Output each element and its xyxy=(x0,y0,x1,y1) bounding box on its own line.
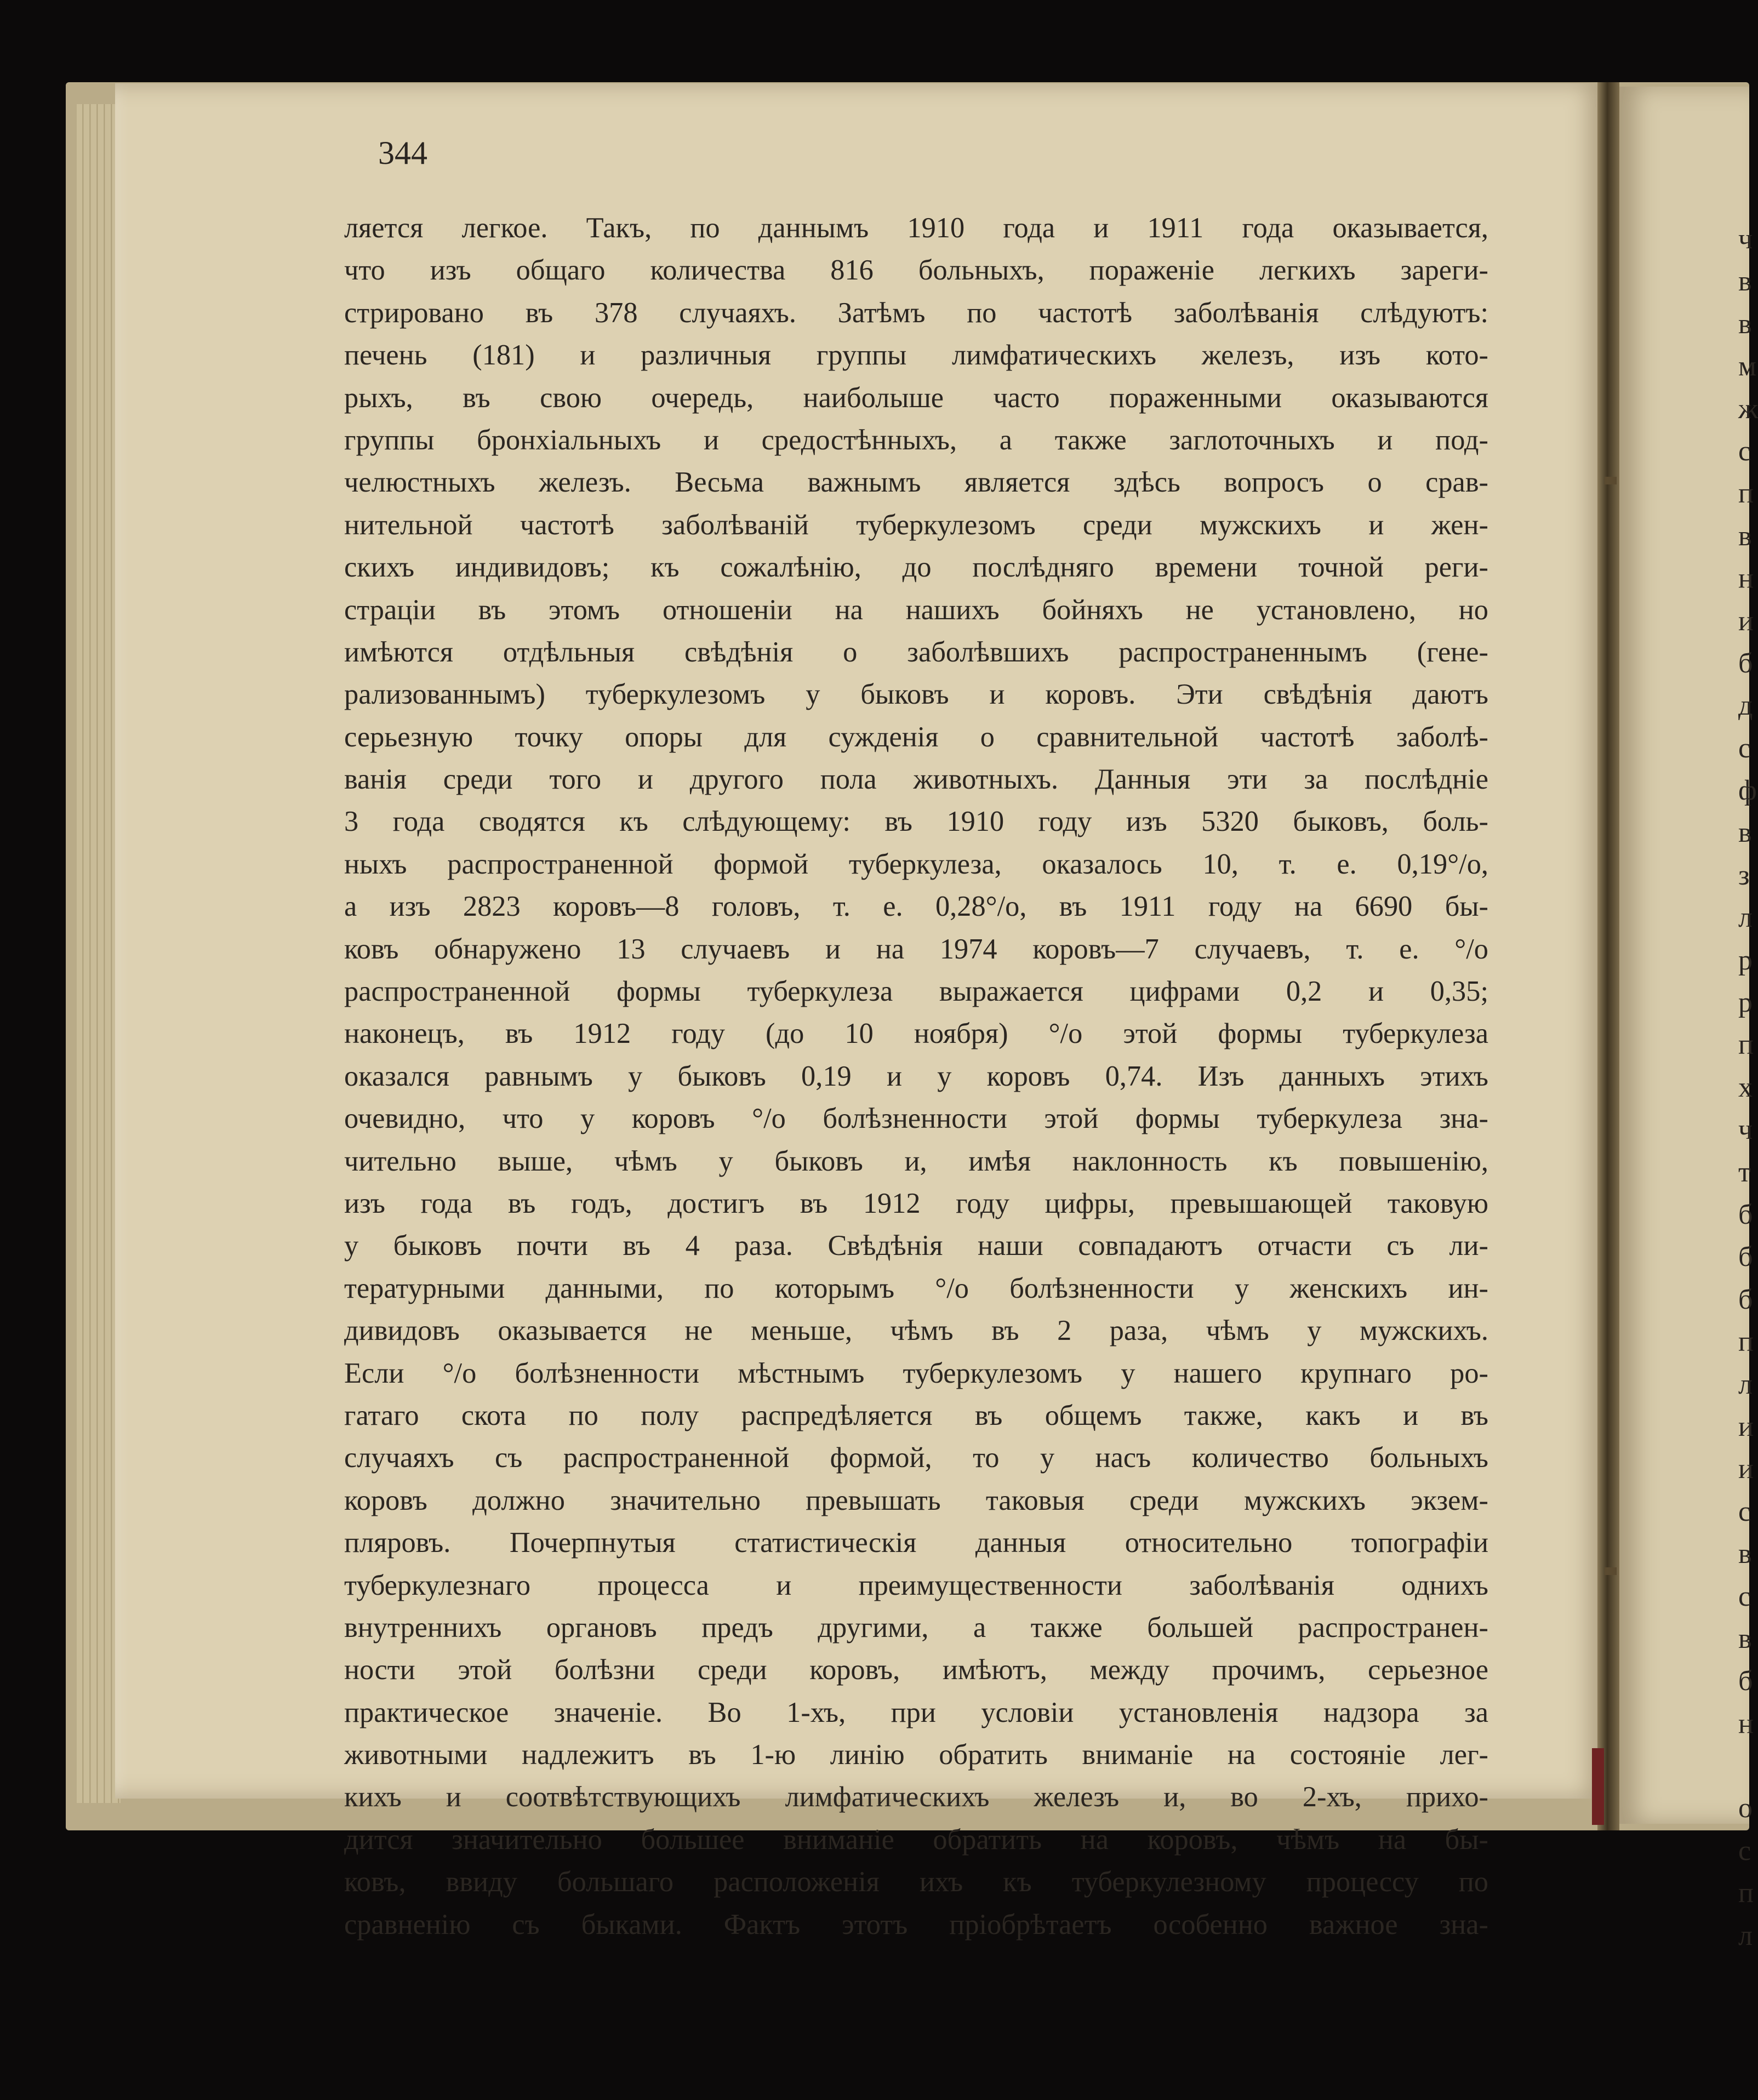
right-fragment: в xyxy=(1738,308,1752,340)
text-line: пляровъ. Почерпнутыя статистическія данныя относительно топографіи xyxy=(344,1527,1488,1559)
right-fragment: л xyxy=(1738,1920,1753,1951)
right-fragment: б xyxy=(1738,1283,1753,1315)
text-line: сравненію съ быками. Фактъ этотъ пріобрѣтаетъ особенно важное зна- xyxy=(344,1908,1488,1941)
binding-thread xyxy=(1605,1567,1617,1575)
text-line: группы бронхіальныхъ и средостѣнныхъ, а также заглоточныхъ и под- xyxy=(344,424,1488,456)
text-line: очевидно, что у коровъ °/о болѣзненности этой формы туберкулеза зна- xyxy=(344,1103,1488,1135)
right-fragment: м xyxy=(1738,351,1756,383)
right-fragment: с xyxy=(1738,1496,1751,1527)
text-line: стрировано въ 378 случаяхъ. Затѣмъ по частотѣ заболѣванія слѣдуютъ: xyxy=(344,296,1488,329)
text-line: гатаго скота по полу распредѣляется въ общемъ также, какъ и въ xyxy=(344,1399,1488,1431)
text-line: 3 года сводятся къ слѣдующему: въ 1910 году изъ 5320 быковъ, боль- xyxy=(344,806,1488,838)
text-line: кихъ и соотвѣтствующихъ лимфатическихъ железъ и, во 2-хъ, прихо- xyxy=(344,1781,1488,1813)
text-line: тературными данными, по которымъ °/о болѣзненности у женскихъ ин- xyxy=(344,1272,1488,1304)
text-line: ванія среди того и другого пола животныхъ. Данныя эти за послѣдніе xyxy=(344,763,1488,796)
page-number: 344 xyxy=(378,135,427,171)
right-fragment: с xyxy=(1738,732,1751,764)
right-fragment: р xyxy=(1738,944,1753,976)
right-fragment: с xyxy=(1738,1580,1751,1612)
text-line: имѣются отдѣльныя свѣдѣнія о заболѣвшихъ распространеннымъ (гене- xyxy=(344,636,1488,668)
text-line: наконецъ, въ 1912 году (до 10 ноября) °/о этой формы туберкулеза xyxy=(344,1018,1488,1050)
text-line: страціи въ этомъ отношеніи на нашихъ бойняхъ не установлено, но xyxy=(344,594,1488,626)
text-line: рыхъ, въ свою очередь, наиболыше часто пораженными оказываются xyxy=(344,381,1488,414)
right-fragment: п xyxy=(1738,1878,1754,1909)
right-page xyxy=(1619,87,1749,1824)
binding-thread xyxy=(1605,477,1617,484)
right-fragment: п xyxy=(1738,478,1754,510)
right-fragment: в xyxy=(1738,1538,1752,1570)
text-line: скихъ индивидовъ; къ сожалѣнію, до послѣдняго времени точной реги- xyxy=(344,551,1488,584)
text-line: случаяхъ съ распространенной формой, то у насъ количество больныхъ xyxy=(344,1442,1488,1474)
right-fragment: л xyxy=(1738,902,1753,934)
text-line: челюстныхъ железъ. Весьма важнымъ является здѣсь вопросъ о срав- xyxy=(344,466,1488,499)
right-fragment: т xyxy=(1738,1156,1751,1188)
text-line: изъ года въ годъ, достигъ въ 1912 году цифры, превышающей таковую xyxy=(344,1187,1488,1219)
right-fragment: ч xyxy=(1738,224,1753,255)
text-line: нительной частотѣ заболѣваній туберкулезомъ среди мужскихъ и жен- xyxy=(344,509,1488,541)
right-fragment: д xyxy=(1738,690,1753,722)
text-line: оказался равнымъ у быковъ 0,19 и у коровъ 0,74. Изъ данныхъ этихъ xyxy=(344,1060,1488,1092)
right-fragment: в xyxy=(1738,1623,1752,1654)
right-fragment: п xyxy=(1738,1326,1754,1358)
text-line: практическое значеніе. Во 1-хъ, при условіи установленія надзора за xyxy=(344,1696,1488,1728)
right-fragment: б xyxy=(1738,1199,1753,1230)
right-fragment: с xyxy=(1738,1835,1751,1867)
text-line: что изъ общаго количества 816 больныхъ, пораженіе легкихъ зареги- xyxy=(344,254,1488,287)
text-line: ковъ, ввиду большаго расположенія ихъ къ туберкулезному процессу по xyxy=(344,1866,1488,1898)
right-fragment: б xyxy=(1738,1241,1753,1273)
right-fragment: п xyxy=(1738,1029,1754,1061)
text-line: дится значительно большее вниманіе обратить на коровъ, чѣмъ на бы- xyxy=(344,1823,1488,1856)
text-line: Если °/о болѣзненности мѣстнымъ туберкулезомъ у нашего крупнаго ро- xyxy=(344,1357,1488,1389)
text-line: ности этой болѣзни среди коровъ, имѣютъ, между прочимъ, серьезное xyxy=(344,1654,1488,1686)
text-line: внутреннихъ органовъ предъ другими, а также большей распространен- xyxy=(344,1611,1488,1644)
right-fragment: з xyxy=(1738,859,1750,891)
right-page-text-fragments xyxy=(1738,218,1758,1957)
right-fragment: в xyxy=(1738,266,1752,298)
right-fragment: в xyxy=(1738,817,1752,849)
text-line: печень (181) и различныя группы лимфатическихъ железъ, изъ кото- xyxy=(344,339,1488,372)
right-fragment: ж xyxy=(1738,393,1758,425)
text-line: туберкулезнаго процесса и преимущественности заболѣванія однихъ xyxy=(344,1569,1488,1601)
text-line: животными надлежитъ въ 1-ю линію обратить вниманіе на состояніе лег- xyxy=(344,1739,1488,1771)
right-fragment: л xyxy=(1738,1368,1753,1400)
right-fragment: х xyxy=(1738,1071,1753,1103)
right-fragment: в xyxy=(1738,520,1752,552)
text-line: ковъ обнаружено 13 случаевъ и на 1974 коровъ—7 случаевъ, т. е. °/о xyxy=(344,933,1488,965)
right-fragment: о xyxy=(1738,1793,1753,1824)
right-fragment: и xyxy=(1738,1411,1754,1442)
text-line: распространенной формы туберкулеза выражается цифрами 0,2 и 0,35; xyxy=(344,975,1488,1008)
text-line: дивидовъ оказывается не меньше, чѣмъ въ 2 раза, чѣмъ у мужскихъ. xyxy=(344,1315,1488,1347)
page-stack-edges xyxy=(77,104,121,1803)
text-line: а изъ 2823 коровъ—8 головъ, т. е. 0,28°/о, въ 1911 году на 6690 бы- xyxy=(344,891,1488,923)
right-fragment: б xyxy=(1738,1665,1753,1697)
right-fragment: ч xyxy=(1738,1114,1753,1146)
text-line: у быковъ почти въ 4 раза. Свѣдѣнія наши совпадаютъ отчасти съ ли- xyxy=(344,1230,1488,1262)
text-line: серьезную точку опоры для сужденія о сравнительной частотѣ заболѣ- xyxy=(344,721,1488,753)
right-fragment: н xyxy=(1738,1708,1754,1739)
text-line xyxy=(344,1946,1488,1988)
right-fragment: ф xyxy=(1738,775,1757,807)
right-fragment: б xyxy=(1738,647,1753,679)
text-line: рализованнымъ) туберкулезомъ у быковъ и коровъ. Эти свѣдѣнія даютъ xyxy=(344,678,1488,711)
text-line: чительно выше, чѣмъ у быковъ и, имѣя наклонность къ повышенію, xyxy=(344,1145,1488,1177)
text-line: ныхъ распространенной формой туберкулеза, оказалось 10, т. е. 0,19°/о, xyxy=(344,848,1488,880)
body-text xyxy=(344,207,1488,1988)
text-line: ляется легкое. Такъ, по даннымъ 1910 года и 1911 года оказывается, xyxy=(344,212,1488,244)
right-fragment: н xyxy=(1738,563,1754,595)
right-fragment: и xyxy=(1738,1453,1754,1485)
right-fragment: с xyxy=(1738,435,1751,467)
bookmark-ribbon xyxy=(1592,1748,1604,1825)
right-fragment: р xyxy=(1738,987,1753,1019)
text-line: коровъ должно значительно превышать таковыя среди мужскихъ экзем- xyxy=(344,1484,1488,1516)
right-fragment: и xyxy=(1738,605,1754,637)
